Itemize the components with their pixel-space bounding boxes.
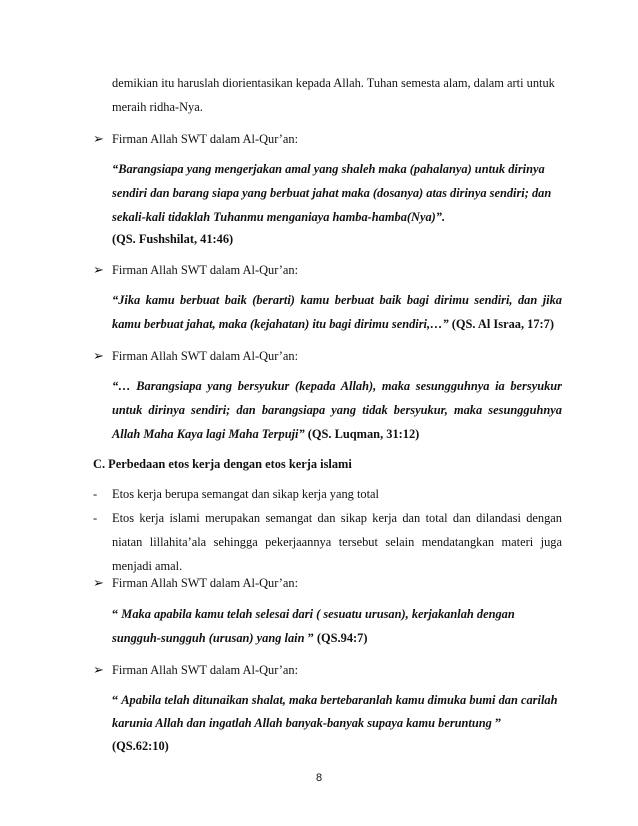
list-item-line: menjadi amal. — [112, 559, 183, 573]
arrow-bullet-icon: ➢ — [93, 348, 104, 363]
quote-reference: (QS. Al Israa, 17:7) — [448, 317, 554, 331]
arrow-bullet-icon: ➢ — [93, 131, 104, 146]
quote-text: Apabila telah ditunaikan shalat, maka bertebaranlah kamu dimuka bumi dan carilah — [121, 693, 558, 707]
quote-line: sekali-kali tidaklah Tuhanmu menganiaya hamba-hamba(Nya)”. — [112, 210, 446, 224]
arrow-bullet-icon: ➢ — [93, 662, 104, 677]
quote-text: sungguh-sungguh (urusan) yang lain — [112, 631, 308, 645]
list-item: Etos kerja berupa semangat dan sikap kerja yang total — [112, 487, 379, 501]
bullet-label: Firman Allah SWT dalam Al-Qur’an: — [112, 349, 299, 363]
bullet-label: Firman Allah SWT dalam Al-Qur’an: — [112, 663, 299, 677]
quote-open-mark: “ — [112, 607, 122, 621]
list-item-line: niatan lillahita’ala sehingga pekerjaannya tersebut selain mendatangkan materi juga — [112, 535, 562, 549]
page-number: 8 — [315, 772, 323, 784]
arrow-bullet-icon: ➢ — [93, 575, 104, 590]
quote-line: “Barangsiapa yang mengerjakan amal yang shaleh maka (pahalanya) untuk dirinya — [112, 162, 545, 176]
quote-line: untuk dirinya sendiri; dan barangsiapa yang tidak bersyukur, maka sesungguhnya — [112, 403, 562, 417]
dash-bullet: - — [93, 511, 98, 525]
quote-line — [112, 318, 554, 330]
quote-line — [112, 428, 419, 440]
quote-line: sendiri dan barang siapa yang berbuat jahat maka (dosanya) atas dirinya sendiri; dan — [112, 186, 552, 200]
dash-bullet: - — [93, 487, 98, 501]
quote-reference: (QS.62:10) — [112, 739, 169, 753]
quote-line — [112, 608, 515, 620]
quote-close-mark: ” — [494, 716, 502, 730]
paragraph-line: demikian itu haruslah diorientasikan kepada Allah. Tuhan semesta alam, dalam arti untuk — [112, 76, 555, 90]
quote-text: Allah Maha Kaya lagi Maha Terpuji” — [112, 427, 305, 441]
quote-line — [112, 717, 501, 729]
bullet-label: Firman Allah SWT dalam Al-Qur’an: — [112, 576, 299, 590]
bullet-label: Firman Allah SWT dalam Al-Qur’an: — [112, 263, 299, 277]
paragraph-line: meraih ridha-Nya. — [112, 100, 203, 114]
quote-text: Maka apabila kamu telah selesai dari ( sesuatu urusan), kerjakanlah dengan — [121, 607, 515, 621]
list-item-line: Etos kerja islami merupakan semangat dan sikap kerja dan total dan dilandasi dengan — [112, 511, 562, 525]
quote-line — [112, 694, 557, 706]
quote-text: kamu berbuat jahat, maka (kejahatan) itu bagi dirimu sendiri,…” — [112, 317, 449, 331]
quote-reference: (QS. Fushshilat, 41:46) — [112, 232, 234, 246]
quote-line: “Jika kamu berbuat baik (berarti) kamu berbuat baik bagi dirimu sendiri, dan jika — [112, 293, 562, 307]
bullet-label: Firman Allah SWT dalam Al-Qur’an: — [112, 132, 299, 146]
quote-text: karunia Allah dan ingatlah Allah banyak-banyak supaya kamu beruntung — [112, 716, 495, 730]
section-heading: C. Perbedaan etos kerja dengan etos kerja islami — [93, 457, 352, 471]
quote-open-mark: “ — [112, 693, 122, 707]
arrow-bullet-icon: ➢ — [93, 262, 104, 277]
quote-reference: ” (QS.94:7) — [307, 631, 368, 645]
quote-line — [112, 632, 367, 644]
quote-line: “… Barangsiapa yang bersyukur (kepada Allah), maka sesungguhnya ia bersyukur — [112, 379, 562, 393]
quote-reference: (QS. Luqman, 31:12) — [304, 427, 420, 441]
